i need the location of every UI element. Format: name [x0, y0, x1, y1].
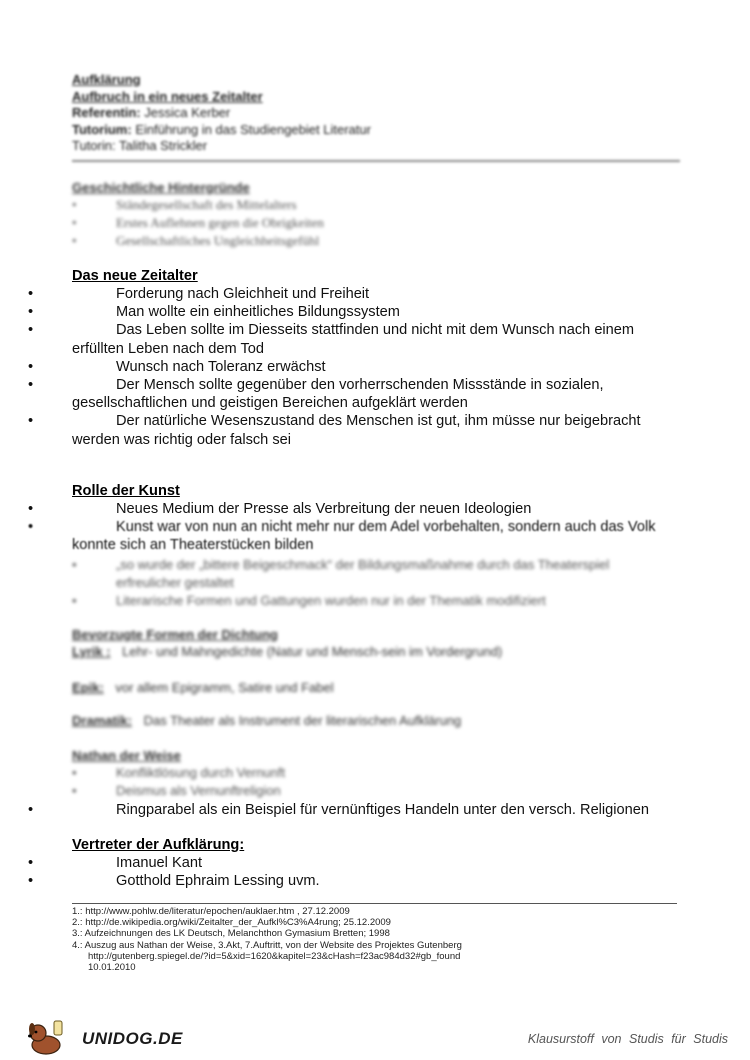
- epik-value: vor allem Epigramm, Satire und Fabel: [115, 680, 334, 695]
- zeitalter-section: [28, 267, 682, 449]
- list-item: • Kunst war von nun an nicht mehr nur dem Adel vorbehalten, sondern auch das Volk konnte sich an Theaterstücken bilden: [28, 519, 656, 554]
- footnote-3: 3.: Aufzeichnungen des LK Deutsch, Melanchthon Gymasium Bretten; 1998: [72, 928, 390, 940]
- dramatik-label: Dramatik:: [72, 713, 132, 728]
- document-header: [72, 72, 682, 162]
- lyrik-value: Lehr- und Mahngedichte (Natur und Mensch-sein im Vordergrund): [122, 644, 503, 659]
- list-item: • Literarische Formen und Gattungen wurden nur in der Thematik modifiziert: [72, 593, 546, 608]
- footnotes: [72, 903, 677, 973]
- list-item: • Imanuel Kant: [28, 855, 202, 871]
- referentin-value: Jessica Kerber: [144, 105, 231, 120]
- dramatik-value: Das Theater als Instrument der literarischen Aufklärung: [143, 713, 462, 728]
- list-item: • „so wurde der „bittere Beigeschmack“ der Bildungsmaßnahme durch das Theaterspiel erfreulicher gestaltet: [72, 557, 610, 590]
- zeitalter-list: [28, 285, 682, 449]
- tutorium-label: Tutorium:: [72, 121, 132, 137]
- referentin-label: Referentin:: [72, 105, 141, 120]
- kunst-list-blurred: [72, 556, 672, 610]
- vertreter-list: [28, 854, 682, 890]
- list-item: • Konfliktlösung durch Vernunft: [72, 765, 286, 780]
- kunst-blurred: [72, 556, 672, 610]
- list-item: • Das Leben sollte im Diesseits stattfinden und nicht mit dem Wunsch nach einem erfüllten Leben nach dem Tod: [28, 322, 635, 357]
- footnote-4-url: http://gutenberg.spiegel.de/?id=5&xid=1620&kapitel=23&cHash=f23ac984d32#gb_found: [88, 950, 461, 962]
- footnote-4-date: 10.01.2010: [88, 962, 136, 974]
- list-item: • Gesellschaftliches Ungleichheitsgefühl: [72, 233, 320, 248]
- history-heading: Geschichtliche Hintergründe: [72, 180, 250, 195]
- epik-line: [72, 679, 334, 696]
- doc-title: Aufklärung: [72, 72, 141, 87]
- list-item: • Gotthold Ephraim Lessing uvm.: [28, 873, 320, 890]
- list-item: • Ringparabel als ein Beispiel für vernünftiges Handeln unter den versch. Religionen: [28, 802, 649, 818]
- kunst-list: [28, 500, 682, 555]
- tutorin-line: Tutorin: Talitha Strickler: [72, 138, 208, 153]
- footnote-1: 1.: http://www.pohlw.de/literatur/epochen/auklaer.htm , 27.12.2009: [72, 906, 350, 917]
- unidog-logo: [24, 1015, 183, 1059]
- logo-text: UNIDOG.DE: [82, 1029, 183, 1048]
- list-item: • Deismus als Vernunftreligion: [72, 783, 281, 798]
- kunst-heading: Rolle der Kunst: [72, 483, 180, 499]
- header-divider: [72, 160, 680, 162]
- dramatik-line: [72, 712, 461, 729]
- vertreter-section: [28, 836, 682, 890]
- referentin-line: [72, 105, 682, 122]
- list-item: • Der Mensch sollte gegenüber den vorherrschenden Missstände in sozialen, gesellschaftlichen und geistigen Bereichen aufgeklärt werden: [28, 377, 604, 412]
- history-section: [72, 179, 672, 250]
- list-item: • Neues Medium der Presse als Verbreitung der neuen Ideologien: [28, 501, 532, 517]
- formen-heading: Bevorzugte Formen der Dichtung: [72, 627, 278, 642]
- epik-label: Epik:: [72, 680, 104, 695]
- nathan-section: [72, 747, 672, 800]
- nathan-clear: [28, 801, 682, 819]
- footer-text: Klausurstoff von Studis für Studis: [527, 1032, 728, 1046]
- zeitalter-heading: Das neue Zeitalter: [72, 268, 198, 284]
- list-item: • Der natürliche Wesenszustand des Menschen ist gut, ihm müsse nur beigebracht werden was richtig oder falsch sei: [28, 413, 641, 448]
- footnote-2: 2.: http://de.wikipedia.org/wiki/Zeitalter_der_Aufkl%C3%A4rung; 25.12.2009: [72, 917, 391, 929]
- nathan-list: [28, 801, 682, 819]
- kunst-section: [28, 482, 682, 555]
- list-item: • Man wollte ein einheitliches Bildungssystem: [28, 304, 400, 321]
- list-item: • Forderung nach Gleichheit und Freiheit: [28, 286, 370, 302]
- history-list: [72, 196, 672, 250]
- doc-subtitle: Aufbruch in ein neues Zeitalter: [72, 88, 263, 104]
- list-item: • Ständegesellschaft des Mittelalters: [72, 197, 297, 212]
- formen-section: [72, 626, 672, 643]
- lyrik-label: Lyrik :: [72, 644, 111, 659]
- tutorium-value: Einführung in das Studiengebiet Literatur: [135, 121, 371, 137]
- dog-icon: [24, 1015, 68, 1059]
- footnote-4: 4.: Auszug aus Nathan der Weise, 3.Akt, 7.Auftritt, von der Website des Projektes Gutenberg: [72, 939, 462, 951]
- nathan-heading: Nathan der Weise: [72, 748, 181, 763]
- footnote-divider: [72, 903, 677, 904]
- lyrik-line: [72, 643, 502, 660]
- tutorium-line: [72, 122, 682, 139]
- list-item: • Wunsch nach Toleranz erwächst: [28, 358, 326, 375]
- vertreter-heading: Vertreter der Aufklärung:: [72, 837, 245, 853]
- nathan-list-blurred: [72, 764, 672, 800]
- list-item: • Erstes Auflehnen gegen die Obrigkeiten: [72, 215, 324, 230]
